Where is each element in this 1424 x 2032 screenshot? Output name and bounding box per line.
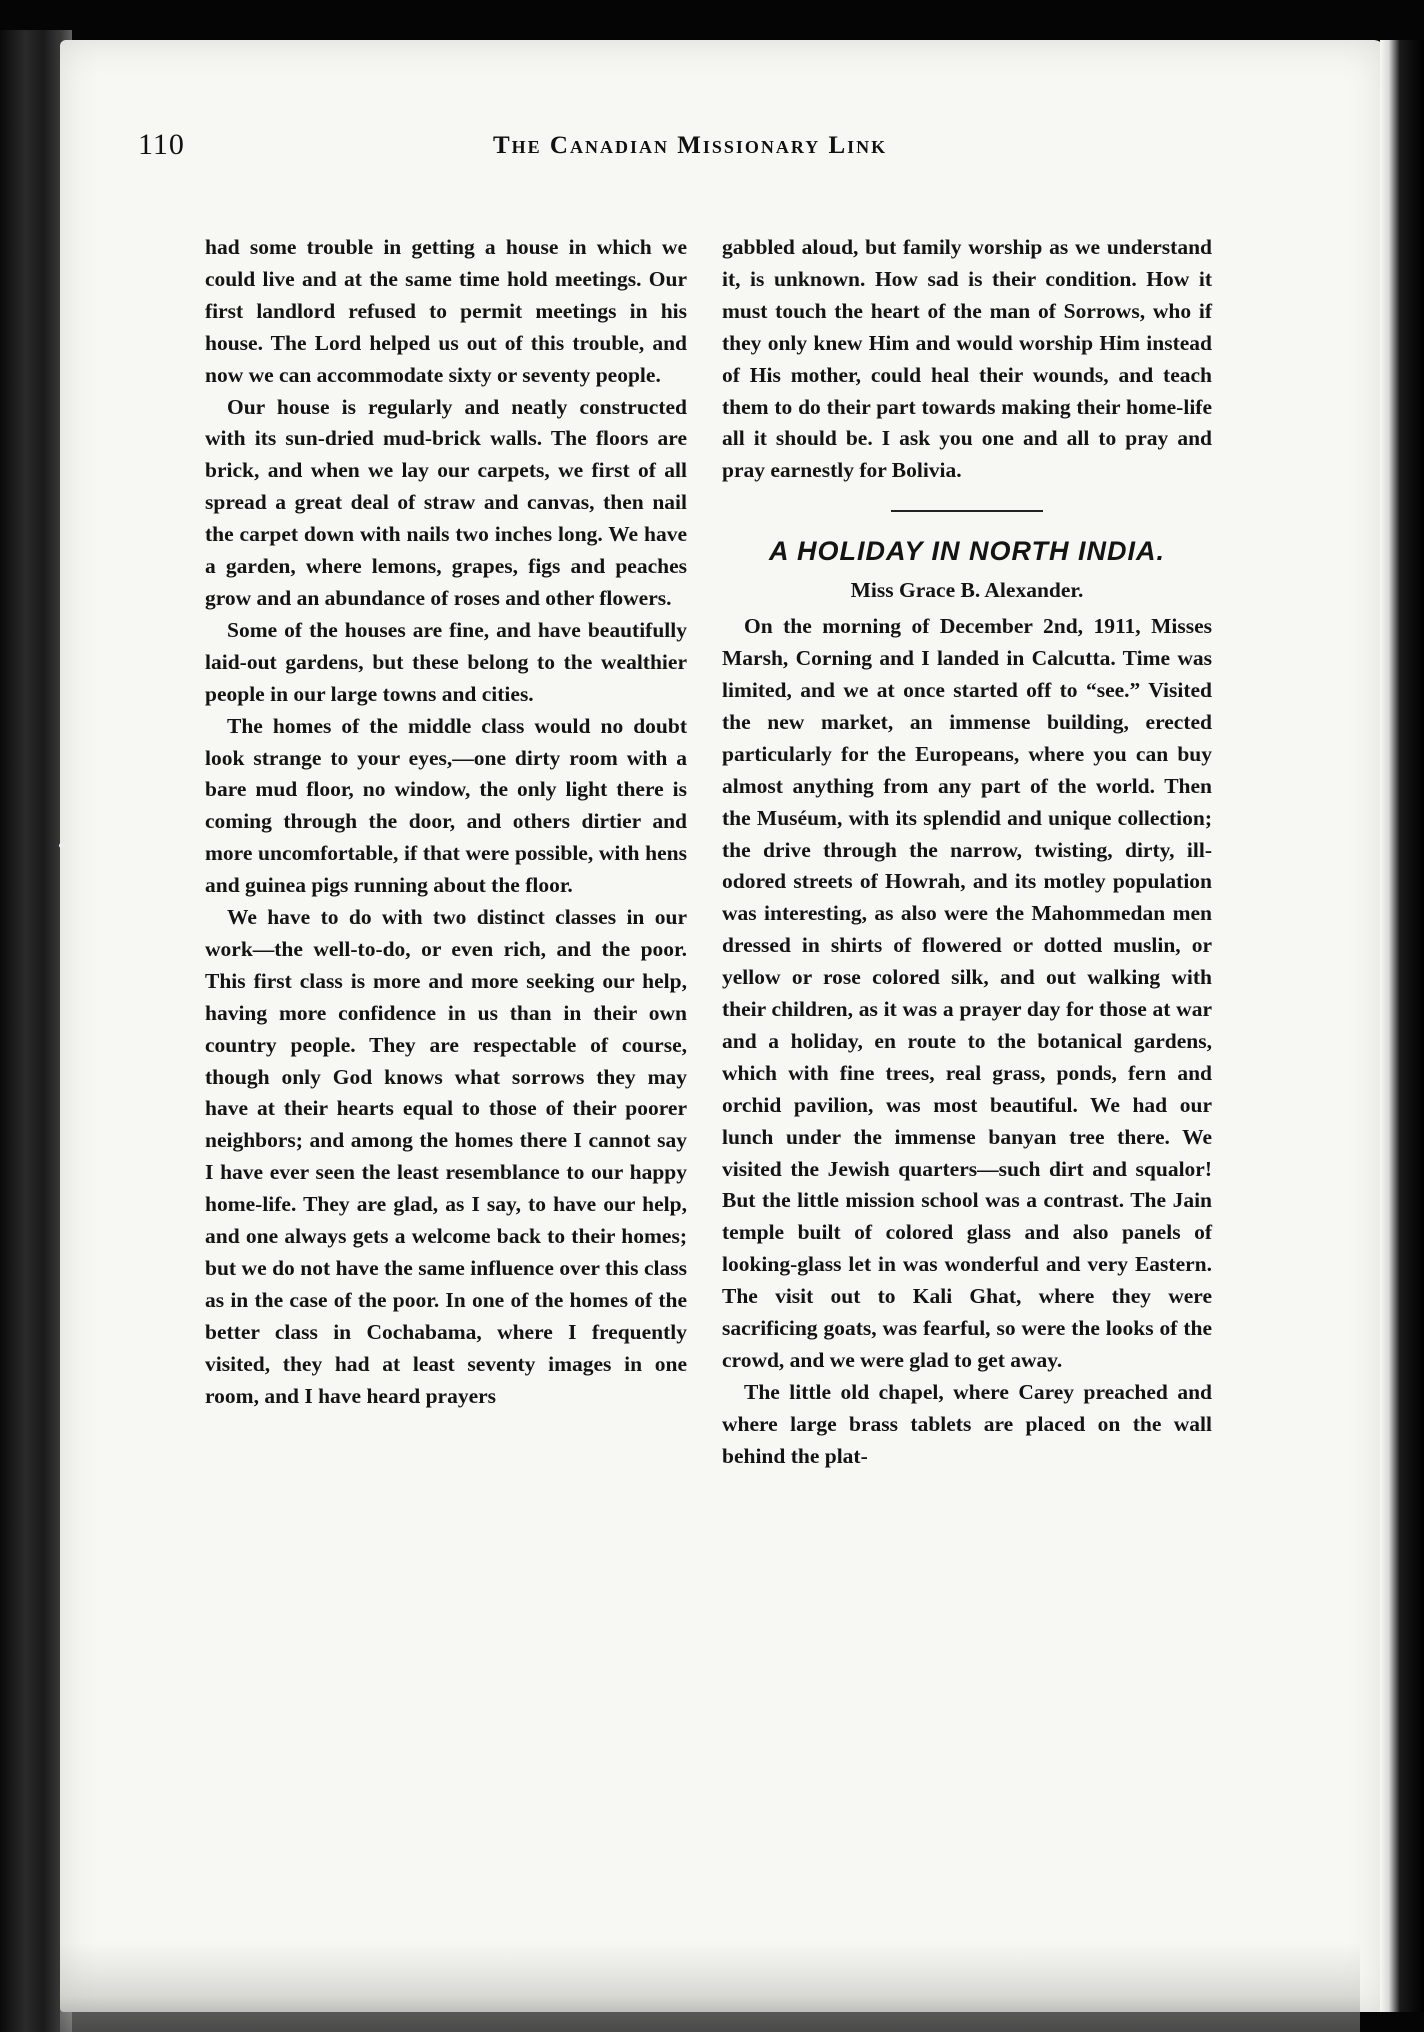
paragraph: We have to do with two distinct classes in our work—the well-to-do, or even rich, and the poor. This first class is more and more seeking our help, having more confidence in us than in their own country people. They are respectable of course, though only God knows what sorrows they may have at their hearts equal to those of their poorer neighbors; and among the homes there I cannot say I have ever seen the least resemblance to our happy home-life. They are glad, as I say, to have our help, and one always gets a welcome back to their homes; but we do not have the same influence over this class as in the case of the poor. In one of the homes of the better class in Cochabama, where I frequently visited, they had at least seventy images in one room, and I have heard prayers	[205, 905, 687, 1408]
scan-speck	[59, 843, 64, 848]
paragraph: Some of the houses are fine, and have beautifully laid-out gardens, but these belong to the wealthier people in our large towns and cities.	[205, 617, 687, 706]
article-byline: Miss Grace B. Alexander.	[850, 578, 1084, 603]
continued-paragraph: gabbled aloud, but family worship as we understand it, is unknown. How sad is their condition. How it must touch the heart of the man of Sorrows, who if they only knew Him and would worship Him instead of His mother, could heal their wounds, and teach them to do their part towards making their home-life all it should be. I ask you one and all to pray and pray earnestly for Bolivia.	[722, 235, 1212, 483]
page-right-edge	[1380, 40, 1424, 2012]
article-title: A HOLIDAY IN NORTH INDIA.	[768, 536, 1165, 567]
page-bottom-edge	[60, 1942, 1360, 2032]
left-column	[205, 232, 687, 1413]
paragraph: On the morning of December 2nd, 1911, Misses Marsh, Corning and I landed in Calcutta. Time was limited, and we at once started off to “see.” Visited the new market, an immense building, erected particularly for the Europeans, where you can buy almost anything from any part of the world. Then the Muséum, with its splendid and unique collection; the drive through the narrow, twisting, dirty, ill-odored streets of Howrah, and its motley population was interesting, as also were the Mahommedan men dressed in shirts of flowered or dotted muslin, or yellow or rose colored silk, and out walking with their children, as it was a prayer day for those at war and a holiday, en route to the botanical gardens, which with fine trees, real grass, ponds, fern and orchid pavilion, was most beautiful. We had our lunch under the immense banyan tree there. We visited the Jewish quarters—such dirt and squalor! But the little mission school was a contrast. The Jain temple built of colored glass and also panels of looking-glass let in was wonderful and very Eastern. The visit out to Kali Ghat, where they were sacrificing goats, was fearful, so were the looks of the crowd, and we were glad to get away.	[722, 614, 1212, 1372]
paragraph: Our house is regularly and neatly constructed with its sun-dried mud-brick walls. The floors are brick, and when we lay our carpets, we first of all spread a great deal of straw and canvas, then nail the carpet down with nails two inches long. We have a garden, where lemons, grapes, figs and peaches grow and an abundance of roses and other flowers.	[205, 394, 687, 610]
paragraph: The little old chapel, where Carey preached and where large brass tablets are placed on the wall behind the plat-	[722, 1379, 1212, 1468]
right-column	[722, 232, 1212, 1473]
page-header	[138, 128, 1038, 178]
page-number: 110	[138, 128, 185, 161]
running-title: The Canadian Missionary Link	[493, 132, 888, 159]
paragraph: had some trouble in getting a house in which we could live and at the same time hold meetings. Our first landlord refused to permit meetings in his house. The Lord helped us out of this trouble, and now we can accommodate sixty or seventy people.	[205, 235, 687, 387]
paragraph: The homes of the middle class would no doubt look strange to your eyes,—one dirty room with a bare mud floor, no window, the only light there is coming through the door, and others dirtier and more uncomfortable, if that were possible, with hens and guinea pigs running about the floor.	[205, 713, 687, 898]
section-divider	[891, 510, 1043, 512]
